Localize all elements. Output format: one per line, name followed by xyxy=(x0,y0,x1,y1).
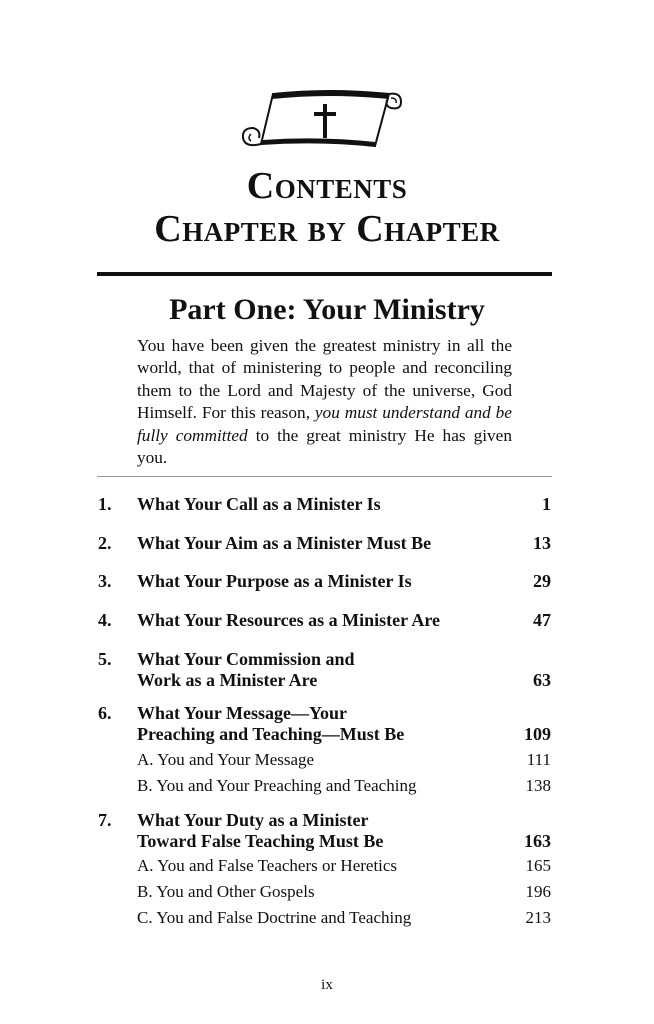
subsection-title[interactable]: A. You and Your Message xyxy=(137,750,315,769)
part-title: Part One: Your Ministry xyxy=(169,293,485,326)
chapter-page[interactable]: 47 xyxy=(533,610,551,630)
chapter-title-line2[interactable]: Toward False Teaching Must Be xyxy=(137,831,384,851)
subsection-title[interactable]: C. You and False Doctrine and Teaching xyxy=(137,908,412,927)
subsection-page[interactable]: 165 xyxy=(525,856,551,875)
chapter-title-line2[interactable]: Work as a Minister Are xyxy=(137,670,318,690)
part-intro xyxy=(137,335,512,469)
subsection-page[interactable]: 213 xyxy=(525,908,551,927)
heading-rule xyxy=(97,272,552,276)
chapter-number: 5. xyxy=(98,649,112,669)
contents-subtitle: Chapter by Chapter xyxy=(154,208,500,250)
chapter-number: 4. xyxy=(98,610,112,630)
chapter-number: 6. xyxy=(98,703,112,723)
chapter-title[interactable]: What Your Purpose as a Minister Is xyxy=(137,571,412,591)
subsection-page[interactable]: 196 xyxy=(525,882,551,901)
page-number: ix xyxy=(321,977,333,993)
chapter-page[interactable]: 13 xyxy=(533,533,551,553)
chapter-title[interactable]: What Your Call as a Minister Is xyxy=(137,494,381,514)
subsection-page[interactable]: 111 xyxy=(526,750,551,769)
scroll-with-cross-icon xyxy=(239,86,405,152)
subsection-title[interactable]: A. You and False Teachers or Heretics xyxy=(137,856,398,875)
chapter-page[interactable]: 163 xyxy=(524,831,551,851)
section-rule xyxy=(97,476,552,477)
subsection-title[interactable]: B. You and Your Preaching and Teaching xyxy=(137,776,417,795)
chapter-title[interactable]: What Your Message—Your xyxy=(137,703,347,723)
subsection-page[interactable]: 138 xyxy=(525,776,551,795)
chapter-title-line2[interactable]: Preaching and Teaching—Must Be xyxy=(137,724,405,744)
subsection-title[interactable]: B. You and Other Gospels xyxy=(137,882,315,901)
chapter-number: 2. xyxy=(98,533,112,553)
chapter-title[interactable]: What Your Resources as a Minister Are xyxy=(137,610,440,630)
intro-text-1: You have been given the greatest ministry in all the world, that of ministering to people and reconciling them to the Lord and Majesty of the universe, God Himself. For this reason, xyxy=(137,336,512,423)
chapter-title[interactable]: What Your Duty as a Minister xyxy=(137,810,369,830)
chapter-number: 3. xyxy=(98,571,112,591)
chapter-page[interactable]: 109 xyxy=(524,724,551,744)
chapter-page[interactable]: 1 xyxy=(542,494,551,514)
chapter-number: 1. xyxy=(98,494,112,514)
chapter-number: 7. xyxy=(98,810,112,830)
chapter-title[interactable]: What Your Aim as a Minister Must Be xyxy=(137,533,432,553)
chapter-page[interactable]: 63 xyxy=(533,670,551,690)
chapter-page[interactable]: 29 xyxy=(533,571,551,591)
chapter-title[interactable]: What Your Commission and xyxy=(137,649,355,669)
intro-emphasis: you must understand and be fully committed xyxy=(137,403,512,445)
intro-text-2: to the great ministry He has given you. xyxy=(137,425,512,468)
contents-title: Contents xyxy=(246,165,408,207)
